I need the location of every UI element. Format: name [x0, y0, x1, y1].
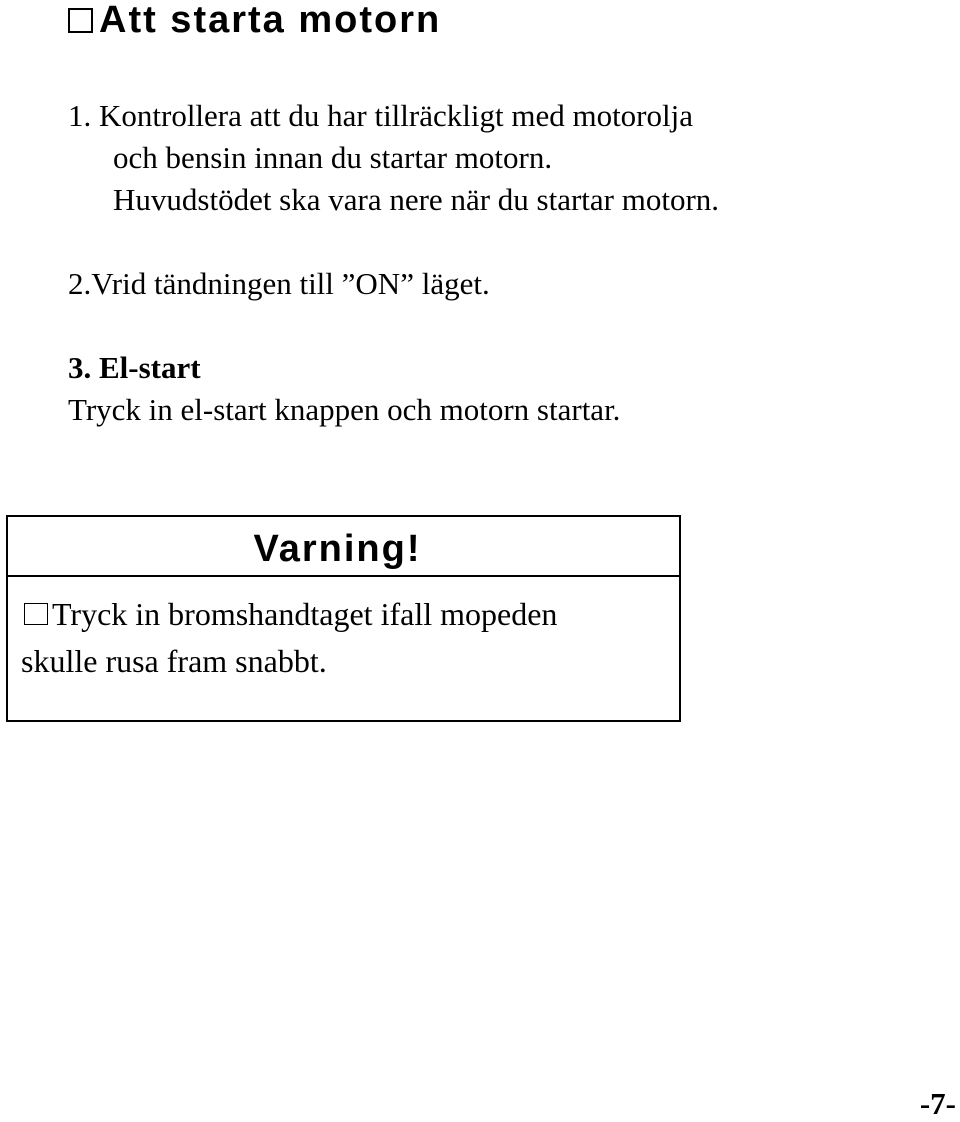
- section-title: Att starta motorn: [99, 0, 442, 41]
- step-2-line-1: 2.Vrid tändningen till ”ON” läget.: [68, 266, 490, 301]
- step-1-line-3: Huvudstödet ska vara nere när du startar motorn.: [113, 182, 720, 217]
- step-1-line-1: 1. Kontrollera att du har tillräckligt med motorolja: [68, 98, 693, 133]
- step-1-line-2: och bensin innan du startar motorn.: [113, 140, 553, 175]
- warning-line-1: [21, 595, 557, 633]
- step-3-title: 3. El-start: [68, 350, 201, 385]
- warning-title: Varning!: [253, 528, 422, 570]
- warning-line-2: skulle rusa fram snabbt.: [21, 643, 327, 679]
- section-heading: [68, 0, 441, 46]
- warning-text-1: Tryck in bromshandtaget ifall mopeden: [52, 596, 558, 632]
- warning-title-bar: [8, 517, 679, 577]
- checkbox-icon: [68, 8, 93, 33]
- checkbox-icon: [24, 603, 48, 625]
- page-number: -7-: [919, 1086, 956, 1121]
- step-3-line-1: Tryck in el-start knappen och motorn startar.: [68, 392, 621, 427]
- warning-box: [6, 515, 681, 722]
